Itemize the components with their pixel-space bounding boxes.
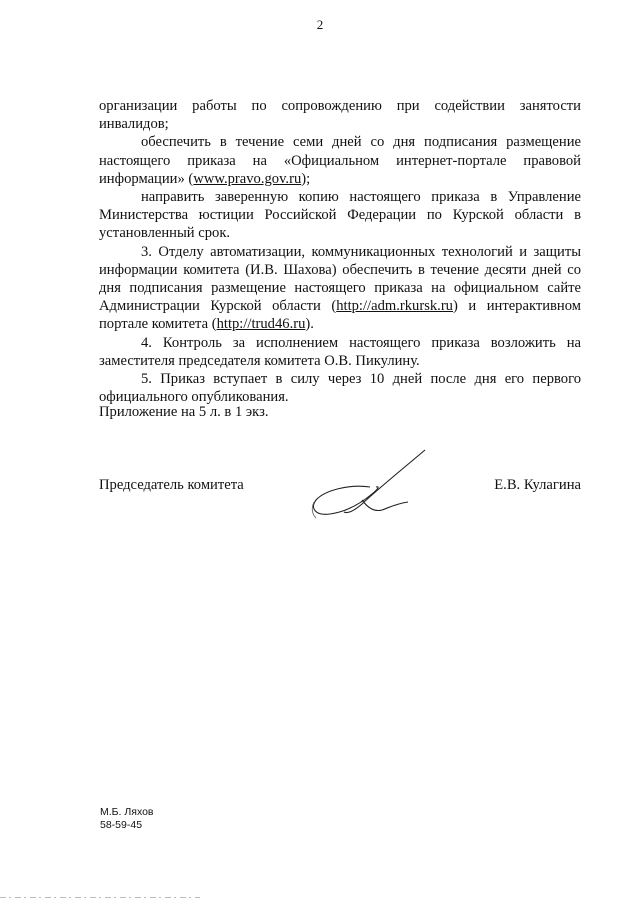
paragraph-text: ). [305, 316, 314, 333]
handwritten-signature [300, 442, 440, 522]
paragraph-text: ) и интерактивном портале комитета ( [99, 298, 581, 333]
paragraph-item-4: 4. Контроль за исполнением настоящего приказа возложить на заместителя председателя комитета О.В. Пикулину. [99, 334, 581, 369]
paragraph-text: 3. Отделу автоматизации, коммуникационных технологий и защиты информации комитета (И.В. Шахова) обеспечить в течение десяти дней со дня подписания размещение настоящего приказа на официальном сайте Администрации Курской области ( [99, 243, 581, 315]
pravo-link[interactable]: www.pravo.gov.ru [193, 170, 302, 187]
paragraph-send-copy: направить заверенную копию настоящего приказа в Управление Министерства юстиции Российской Федерации по Курской области в установленный срок. [99, 189, 581, 242]
paragraph-text: ); [301, 170, 311, 187]
executor-name: М.Б. Ляхов [100, 806, 154, 818]
paragraph-employment-support: организации работы по сопровождению при содействии занятости инвалидов; [99, 98, 581, 133]
signer-title: Председатель комитета [99, 477, 244, 493]
page-number: 2 [316, 17, 324, 32]
document-body [99, 97, 581, 406]
paragraph-item-3 [99, 243, 581, 334]
scan-artifact [0, 896, 200, 899]
appendix-note: Приложение на 5 л. в 1 экз. [99, 404, 269, 420]
executor-phone: 58-59-45 [100, 819, 143, 831]
paragraph-text: обеспечить в течение семи дней со дня подписания размещение настоящего приказа на «Официальном интернет-портале правовой информации» ( [99, 134, 581, 187]
signer-name: Е.В. Кулагина [494, 477, 581, 493]
paragraph-item-5: 5. Приказ вступает в силу через 10 дней после дня его первого официального опубликования. [99, 371, 581, 406]
executor-info [100, 806, 154, 832]
paragraph-publish-pravo [99, 133, 581, 188]
trud46-link[interactable]: http://trud46.ru [216, 316, 306, 333]
adm-rkursk-link[interactable]: http://adm.rkursk.ru [336, 298, 453, 315]
